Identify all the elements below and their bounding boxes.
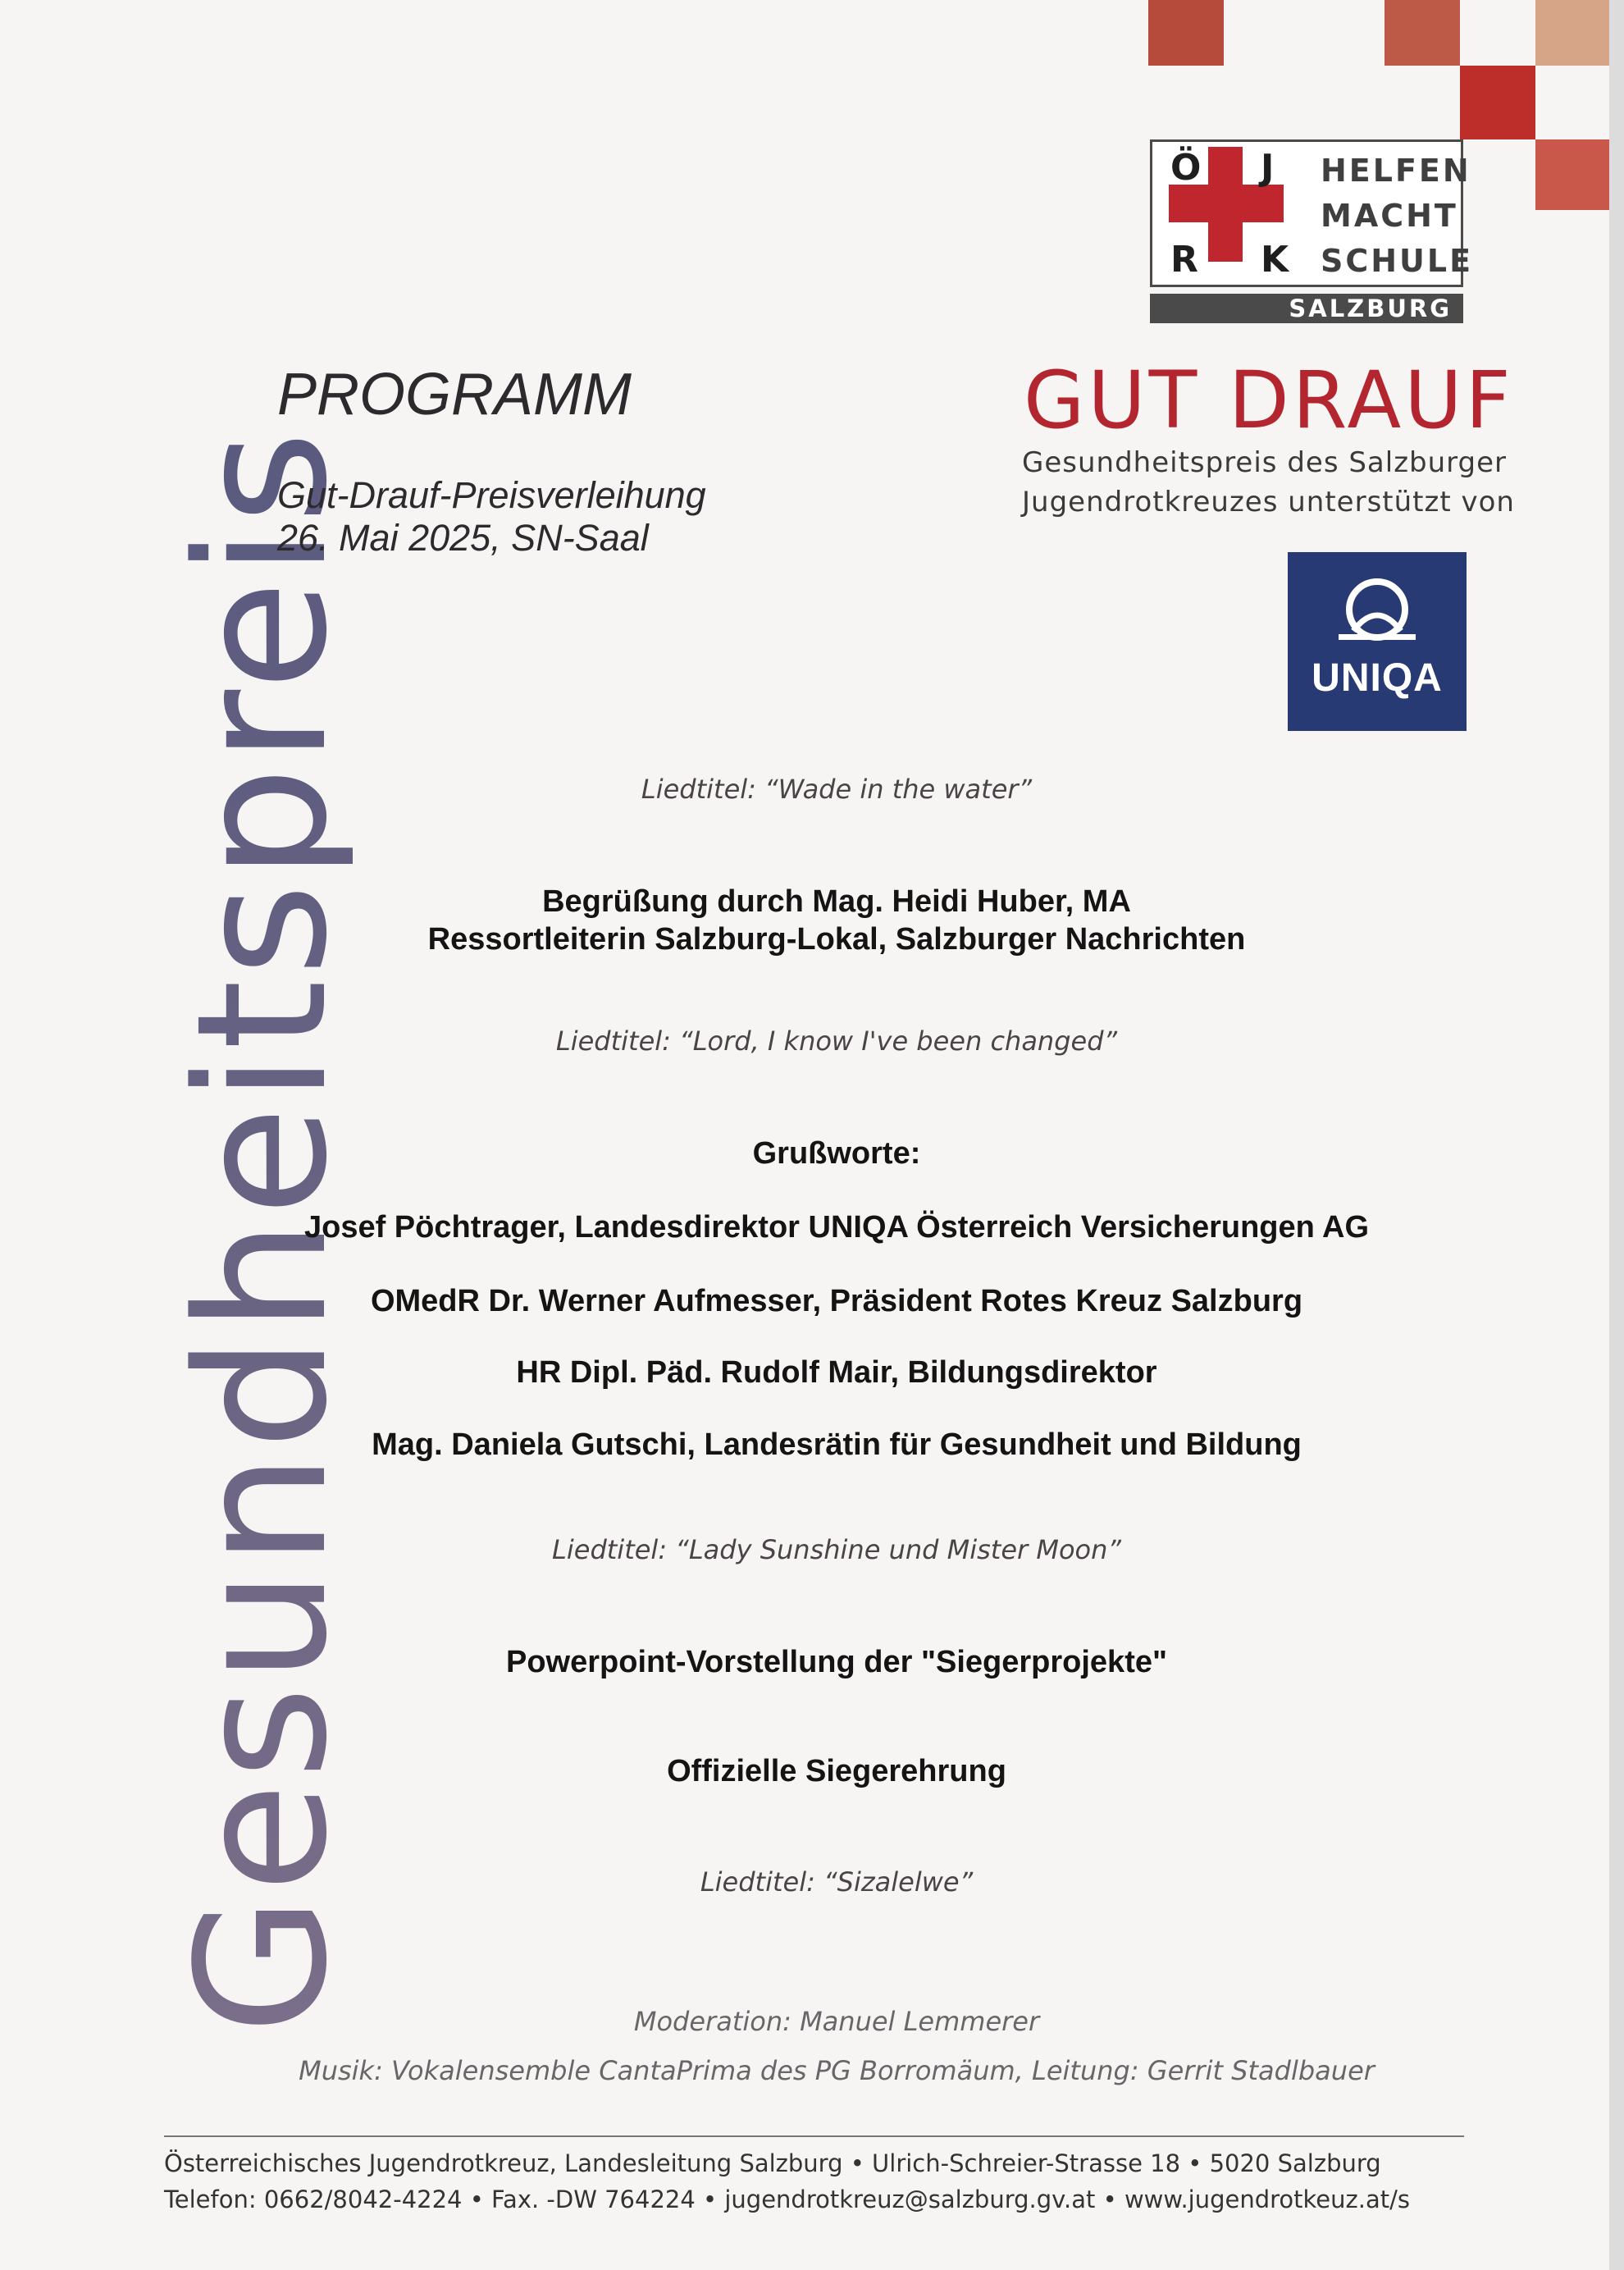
song-title: Liedtitel: “Lord, I know I've been changed”	[555, 1025, 1118, 1057]
footer-divider	[164, 2135, 1464, 2137]
footer-contact: Telefon: 0662/8042-4224 • Fax. -DW 764224 • jugendrotkreuz@salzburg.gv.at • www.jugendrotkeuz.at/s	[164, 2186, 1410, 2213]
red-cross-icon-bar	[1169, 185, 1284, 222]
gut-drauf-title: GUT DRAUF	[1024, 354, 1514, 446]
speaker: HR Dipl. Päd. Rudolf Mair, Bildungsdirektor	[516, 1355, 1157, 1390]
deco-square	[1148, 0, 1224, 66]
ojrk-logo	[1150, 139, 1474, 287]
footer-address: Österreichisches Jugendrotkreuz, Landesleitung Salzburg • Ulrich-Schreier-Strasse 18 • 5020 Salzburg	[164, 2149, 1381, 2177]
event-name: Gut-Drauf-Preisverleihung	[277, 474, 706, 516]
gut-drauf-subtitle-line: Gesundheitspreis des Salzburger	[1022, 446, 1508, 479]
program-subtitle	[277, 474, 706, 560]
deco-square	[1460, 66, 1535, 139]
logo-letter: J	[1261, 147, 1275, 189]
logo-letter: K	[1261, 239, 1289, 281]
welcome-role: Ressortleiterin Salzburg-Lokal, Salzburger Nachrichten	[427, 922, 1246, 957]
uniqa-logo	[1288, 552, 1467, 731]
uniqa-label: UNIQA	[1312, 656, 1443, 700]
logo-letter: R	[1170, 239, 1198, 281]
event-date-venue: 26. Mai 2025, SN-Saal	[277, 517, 649, 559]
deco-square	[1385, 0, 1460, 66]
logo-region-band: SALZBURG	[1150, 294, 1463, 323]
deco-square	[1535, 0, 1609, 66]
page-edge	[1609, 0, 1624, 2270]
gut-drauf-subtitle	[1022, 443, 1515, 522]
music-credit: Musik: Vokalensemble CantaPrima des PG Borromäum, Leitung: Gerrit Stadlbauer	[299, 2055, 1375, 2086]
logo-letter: Ö	[1170, 147, 1202, 189]
uniqa-emblem-icon	[1288, 552, 1467, 651]
speaker: OMedR Dr. Werner Aufmesser, Präsident Rotes Kreuz Salzburg	[370, 1284, 1303, 1318]
program-title: PROGRAMM	[277, 362, 632, 427]
logo-motto	[1321, 148, 1473, 284]
song-title: Liedtitel: “Wade in the water”	[641, 774, 1033, 805]
motto-line: HELFEN	[1321, 153, 1471, 189]
vertical-title: Gesundheitspreis	[159, 427, 367, 2035]
agenda-item: Powerpoint-Vorstellung der "Siegerprojekte"	[505, 1645, 1167, 1679]
welcome-line: Begrüßung durch Mag. Heidi Huber, MA	[542, 884, 1131, 919]
moderation-credit: Moderation: Manuel Lemmerer	[633, 2006, 1040, 2037]
gut-drauf-subtitle-line: Jugendrotkreuzes unterstützt von	[1022, 486, 1515, 518]
speaker: Josef Pöchtrager, Landesdirektor UNIQA Österreich Versicherungen AG	[303, 1210, 1370, 1245]
greetings-heading: Grußworte:	[752, 1136, 921, 1171]
agenda-item: Offizielle Siegerehrung	[667, 1754, 1006, 1788]
song-title: Liedtitel: “Sizalelwe”	[700, 1866, 974, 1898]
motto-line: MACHT	[1321, 198, 1458, 234]
motto-line: SCHULE	[1321, 243, 1474, 279]
deco-square	[1535, 139, 1609, 210]
speaker: Mag. Daniela Gutschi, Landesrätin für Gesundheit und Bildung	[372, 1427, 1302, 1462]
song-title: Liedtitel: “Lady Sunshine und Mister Moon”	[552, 1534, 1121, 1565]
